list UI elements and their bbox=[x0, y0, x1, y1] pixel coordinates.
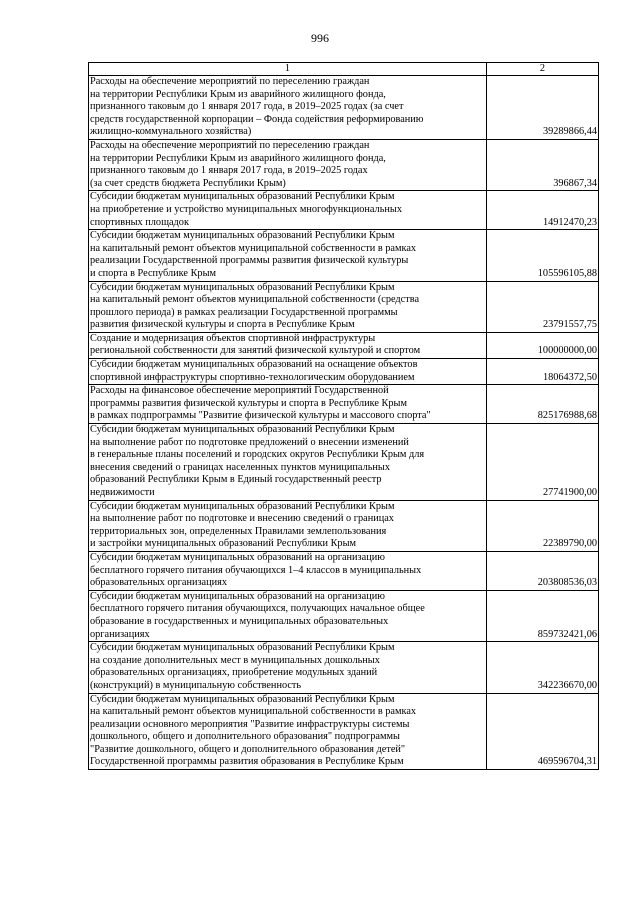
row-amount: 203808536,03 bbox=[487, 551, 599, 590]
description-line: Создание и модернизация объектов спортивной инфраструктуры bbox=[90, 332, 376, 344]
description-line: Расходы на обеспечение мероприятий по переселению граждан bbox=[90, 76, 370, 87]
row-description bbox=[89, 332, 487, 358]
description-line: организациях bbox=[90, 628, 150, 640]
description-line: на выполнение работ по подготовке и внесению сведений о границах bbox=[90, 513, 394, 525]
description-line: на выполнение работ по подготовке предложений о внесении изменений bbox=[90, 436, 409, 448]
description-line: образование в государственных и муниципальных образовательных bbox=[90, 615, 389, 627]
table-row bbox=[89, 385, 599, 424]
budget-table-body bbox=[89, 63, 599, 770]
row-amount: 23791557,75 bbox=[487, 281, 599, 332]
description-line: спортивных площадок bbox=[90, 216, 189, 228]
table-row bbox=[89, 230, 599, 281]
row-amount: 105596105,88 bbox=[487, 230, 599, 281]
description-line: Субсидии бюджетам муниципальных образований Республики Крым bbox=[90, 642, 395, 654]
description-line: на территории Республики Крым из аварийного жилищного фонда, bbox=[90, 152, 386, 164]
description-line: Субсидии бюджетам муниципальных образований Республики Крым bbox=[90, 191, 395, 203]
row-amount: 27741900,00 bbox=[487, 424, 599, 501]
row-description bbox=[89, 500, 487, 551]
description-line: прошлого периода) в рамках реализации Государственной программы bbox=[90, 306, 398, 318]
table-row bbox=[89, 359, 599, 385]
description-line: Расходы на финансовое обеспечение мероприятий Государственной bbox=[90, 385, 389, 397]
table-row bbox=[89, 642, 599, 693]
row-description bbox=[89, 693, 487, 770]
description-line: внесения сведений о границах населенных пунктов муниципальных bbox=[90, 461, 390, 473]
description-line: признанного таковым до 1 января 2017 года, в 2019–2025 годах bbox=[90, 165, 368, 177]
page-number: 996 bbox=[311, 31, 329, 45]
description-line: образований Республики Крым в Единый государственный реестр bbox=[90, 474, 382, 486]
column-1-header: 1 bbox=[89, 63, 487, 76]
description-line: бесплатного горячего питания обучающихся 1–4 классов в муниципальных bbox=[90, 564, 422, 576]
description-line: (конструкций) в муниципальную собственность bbox=[90, 679, 302, 691]
row-amount: 825176988,68 bbox=[487, 385, 599, 424]
description-line: реализации Государственной программы развития физической культуры bbox=[90, 255, 409, 267]
table-row bbox=[89, 424, 599, 501]
description-line: на капитальный ремонт объектов муниципальной собственности в рамках bbox=[90, 706, 417, 718]
description-line: средств государственной корпорации – Фонда содействия реформированию bbox=[90, 113, 424, 125]
description-line: и спорта в Республике Крым bbox=[90, 267, 217, 279]
description-line: образовательных организациях bbox=[90, 577, 228, 589]
table-row bbox=[89, 693, 599, 770]
description-line: Субсидии бюджетам муниципальных образований на организацию bbox=[90, 551, 385, 563]
row-description bbox=[89, 191, 487, 230]
description-line: Субсидии бюджетам муниципальных образований Республики Крым bbox=[90, 281, 395, 293]
row-description bbox=[89, 424, 487, 501]
description-line: программы развития физической культуры и спорта в Республике Крым bbox=[90, 397, 407, 409]
description-line: (за счет средств бюджета Республики Крым) bbox=[90, 177, 286, 189]
description-line: Субсидии бюджетам муниципальных образований Республики Крым bbox=[90, 693, 395, 705]
table-row bbox=[89, 500, 599, 551]
description-line: на создание дополнительных мест в муниципальных дошкольных bbox=[90, 654, 380, 666]
description-line: в рамках подпрограммы "Развитие физической культуры и массового спорта" bbox=[90, 410, 431, 422]
table-row bbox=[89, 76, 599, 140]
row-amount: 39289866,44 bbox=[487, 76, 599, 140]
description-line: и застройки муниципальных образований Республики Крым bbox=[90, 538, 357, 550]
description-line: на капитальный ремонт объектов муниципальной собственности (средства bbox=[90, 294, 420, 306]
row-amount: 18064372,50 bbox=[487, 359, 599, 385]
description-line: Субсидии бюджетам муниципальных образований Республики Крым bbox=[90, 424, 395, 436]
row-description bbox=[89, 139, 487, 190]
row-amount: 100000000,00 bbox=[487, 332, 599, 358]
description-line: признанного таковым до 1 января 2017 года, в 2019–2025 годах (за счет bbox=[90, 101, 404, 113]
budget-table bbox=[88, 62, 599, 770]
row-amount: 859732421,06 bbox=[487, 590, 599, 641]
table-row bbox=[89, 281, 599, 332]
row-description bbox=[89, 385, 487, 424]
description-line: развития физической культуры и спорта в Республике Крым bbox=[90, 319, 355, 331]
row-amount: 396867,34 bbox=[487, 139, 599, 190]
description-line: бесплатного горячего питания обучающихся, получающих начальное общее bbox=[90, 603, 425, 615]
row-description bbox=[89, 230, 487, 281]
description-line: образовательных организациях, приобретение модульных зданий bbox=[90, 667, 378, 679]
column-2-header: 2 bbox=[487, 63, 599, 76]
description-line: дошкольного, общего и дополнительного образования" подпрограммы bbox=[90, 731, 400, 743]
row-description bbox=[89, 281, 487, 332]
description-line: Государственной программы развития образования в Республике Крым bbox=[90, 756, 404, 768]
description-line: Расходы на обеспечение мероприятий по переселению граждан bbox=[90, 139, 370, 151]
row-description bbox=[89, 590, 487, 641]
row-amount: 469596704,31 bbox=[487, 693, 599, 770]
description-line: на территории Республики Крым из аварийного жилищного фонда, bbox=[90, 88, 386, 100]
table-row bbox=[89, 191, 599, 230]
description-line: Субсидии бюджетам муниципальных образований на организацию bbox=[90, 590, 385, 602]
table-row bbox=[89, 332, 599, 358]
description-line: на приобретение и устройство муниципальных многофункциональных bbox=[90, 203, 402, 215]
row-amount: 22389790,00 bbox=[487, 500, 599, 551]
row-amount: 342236670,00 bbox=[487, 642, 599, 693]
row-description bbox=[89, 359, 487, 385]
row-description bbox=[89, 551, 487, 590]
table-header-row bbox=[89, 63, 599, 76]
description-line: региональной собственности для занятий физической культурой и спортом bbox=[90, 345, 421, 357]
description-line: Субсидии бюджетам муниципальных образований Республики Крым bbox=[90, 500, 395, 512]
description-line: территориальных зон, определенных Правилами землепользования bbox=[90, 525, 387, 537]
description-line: Субсидии бюджетам муниципальных образований на оснащение объектов bbox=[90, 359, 418, 371]
table-row bbox=[89, 139, 599, 190]
description-line: в генеральные планы поселений и городских округов Республики Крым для bbox=[90, 449, 425, 461]
row-description bbox=[89, 76, 487, 140]
description-line: Субсидии бюджетам муниципальных образований Республики Крым bbox=[90, 230, 395, 242]
description-line: недвижимости bbox=[90, 487, 155, 498]
table-row bbox=[89, 590, 599, 641]
table-row bbox=[89, 551, 599, 590]
description-line: "Развитие дошкольного, общего и дополнительного образования детей" bbox=[90, 743, 406, 755]
description-line: реализации основного мероприятия "Развитие инфраструктуры системы bbox=[90, 718, 410, 730]
row-description bbox=[89, 642, 487, 693]
description-line: на капитальный ремонт объектов муниципальной собственности в рамках bbox=[90, 242, 417, 254]
row-amount: 14912470,23 bbox=[487, 191, 599, 230]
description-line: жилищно-коммунального хозяйства) bbox=[90, 126, 252, 138]
description-line: спортивной инфраструктуры спортивно-технологическим оборудованием bbox=[90, 371, 415, 383]
